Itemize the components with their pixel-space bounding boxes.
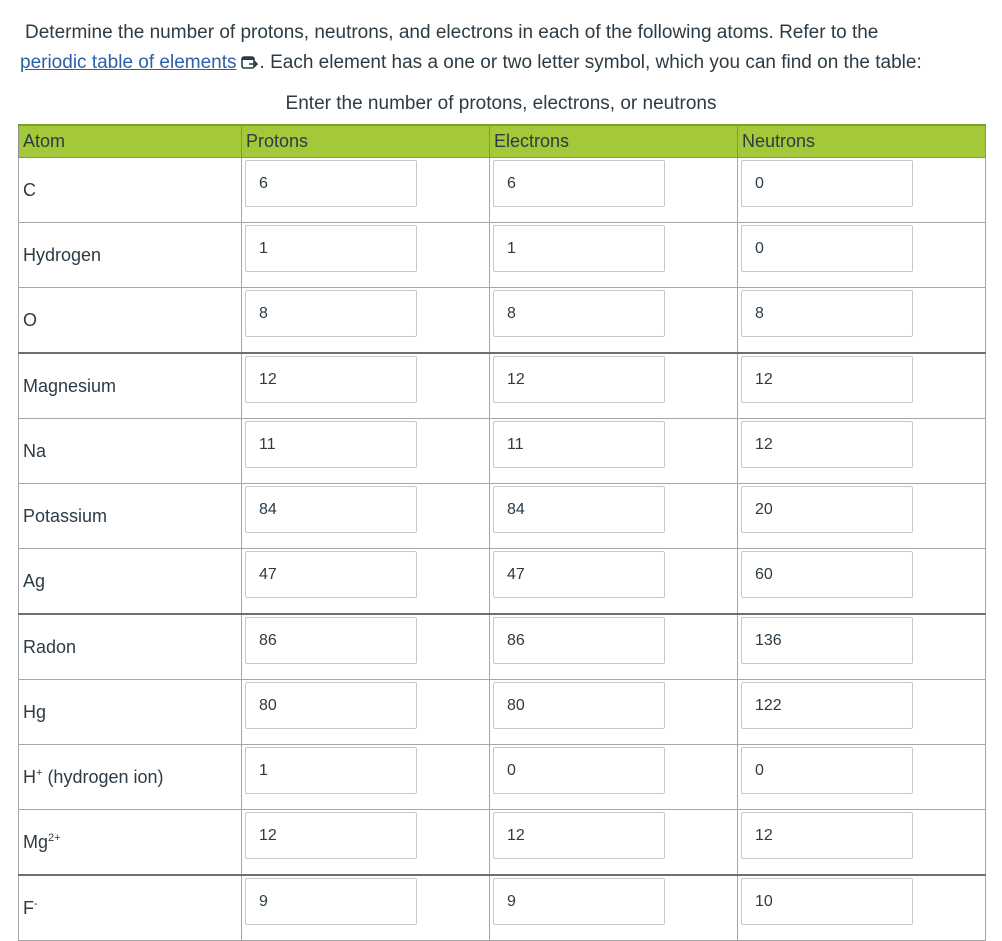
electrons-input[interactable]: 1 (493, 225, 665, 272)
instructions-line-1: Determine the number of protons, neutrons, and electrons in each of the following atoms. Refer to the (25, 22, 879, 43)
table-header-row (19, 125, 986, 158)
atom-label: Hg (19, 680, 242, 745)
electrons-input[interactable]: 80 (493, 682, 665, 729)
table-row (19, 745, 986, 810)
neutrons-input[interactable]: 60 (741, 551, 913, 598)
table-row (19, 419, 986, 484)
table-row (19, 680, 986, 745)
neutrons-input[interactable]: 10 (741, 878, 913, 925)
atom-label: C (19, 158, 242, 223)
header-protons: Protons (242, 125, 490, 158)
atom-charge: + (36, 766, 43, 779)
neutrons-input[interactable]: 12 (741, 812, 913, 859)
protons-input[interactable]: 8 (245, 290, 417, 337)
table-caption (18, 93, 984, 115)
neutrons-input[interactable]: 122 (741, 682, 913, 729)
atom-suffix: (hydrogen ion) (42, 766, 164, 787)
atom-label: Magnesium (19, 353, 242, 419)
atom-label (19, 745, 242, 810)
protons-input[interactable]: 12 (245, 812, 417, 859)
header-atom: Atom (19, 125, 242, 158)
protons-input[interactable]: 1 (245, 747, 417, 794)
table-row (19, 223, 986, 288)
neutrons-input[interactable]: 136 (741, 617, 913, 664)
external-link-icon[interactable] (241, 54, 259, 70)
neutrons-input[interactable]: 20 (741, 486, 913, 533)
electrons-input[interactable]: 47 (493, 551, 665, 598)
protons-input[interactable]: 47 (245, 551, 417, 598)
electrons-input[interactable]: 12 (493, 812, 665, 859)
neutrons-input[interactable]: 12 (741, 356, 913, 403)
table-row (19, 614, 986, 680)
header-electrons: Electrons (490, 125, 738, 158)
neutrons-input[interactable]: 12 (741, 421, 913, 468)
table-row (19, 353, 986, 419)
periodic-table-link[interactable]: periodic table of elements (20, 52, 237, 73)
protons-input[interactable]: 86 (245, 617, 417, 664)
atom-label (19, 810, 242, 876)
atom-charge: 2+ (48, 831, 61, 844)
electrons-input[interactable]: 84 (493, 486, 665, 533)
neutrons-input[interactable]: 0 (741, 225, 913, 272)
header-neutrons: Neutrons (738, 125, 986, 158)
atom-label: Na (19, 419, 242, 484)
electrons-input[interactable]: 12 (493, 356, 665, 403)
neutrons-input[interactable]: 0 (741, 160, 913, 207)
atom-symbol: H (23, 766, 36, 787)
electrons-input[interactable]: 8 (493, 290, 665, 337)
atom-label: O (19, 288, 242, 354)
neutrons-input[interactable]: 8 (741, 290, 913, 337)
table-caption-text: Enter the number of protons, electrons, or neutrons (285, 93, 717, 114)
instructions-line-2-text: . Each element has a one or two letter symbol, which you can find on the table: (259, 52, 922, 73)
atom-symbol: F (23, 897, 34, 918)
table-row (19, 288, 986, 354)
protons-input[interactable]: 11 (245, 421, 417, 468)
instructions-line-2 (20, 48, 990, 78)
atom-label: Hydrogen (19, 223, 242, 288)
table-row (19, 158, 986, 223)
neutrons-input[interactable]: 0 (741, 747, 913, 794)
protons-input[interactable]: 6 (245, 160, 417, 207)
atom-symbol: Mg (23, 831, 49, 852)
atom-label: Ag (19, 549, 242, 615)
electrons-input[interactable]: 0 (493, 747, 665, 794)
electrons-input[interactable]: 86 (493, 617, 665, 664)
atoms-table (18, 124, 986, 941)
electrons-input[interactable]: 9 (493, 878, 665, 925)
electrons-input[interactable]: 6 (493, 160, 665, 207)
table-row (19, 549, 986, 615)
protons-input[interactable]: 1 (245, 225, 417, 272)
table-row (19, 484, 986, 549)
atom-label: Radon (19, 614, 242, 680)
protons-input[interactable]: 84 (245, 486, 417, 533)
atom-label: Potassium (19, 484, 242, 549)
electrons-input[interactable]: 11 (493, 421, 665, 468)
table-row (19, 810, 986, 876)
instructions (20, 18, 990, 78)
protons-input[interactable]: 9 (245, 878, 417, 925)
protons-input[interactable]: 80 (245, 682, 417, 729)
atom-label (19, 875, 242, 941)
protons-input[interactable]: 12 (245, 356, 417, 403)
table-row (19, 875, 986, 941)
atom-charge: - (34, 897, 38, 910)
